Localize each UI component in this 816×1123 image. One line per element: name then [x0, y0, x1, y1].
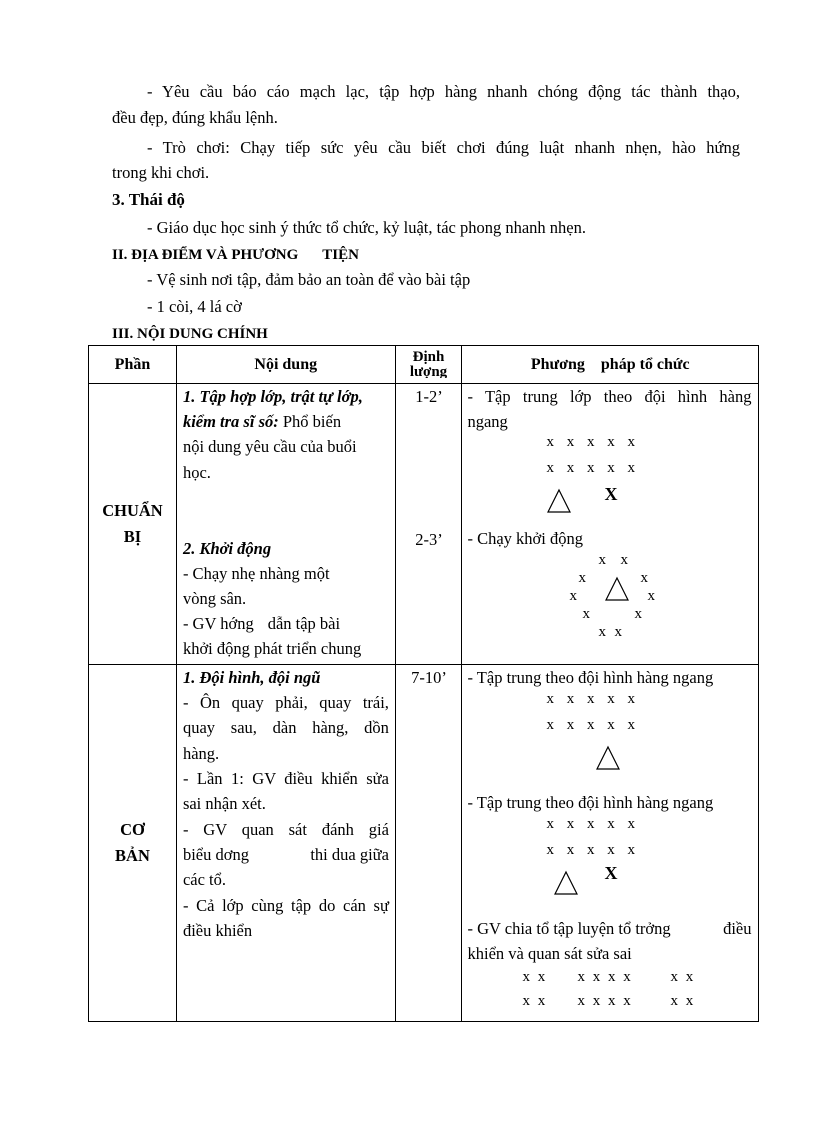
pp3-leader-x: X — [604, 863, 618, 883]
nd3-title: 1. Đội hình, đội ngũ — [182, 668, 321, 687]
nd1-line3: nội dung yêu cầu của buổi — [182, 437, 357, 456]
nd2-line2: vòng sân. — [182, 589, 247, 608]
group-3-row2: x x — [670, 993, 694, 1009]
nd2-line1: - Chạy nhẹ nhàng một — [182, 564, 330, 583]
nd3-line2: quay sau, dàn hàng, dồn — [182, 718, 389, 737]
header-dinh-luong: Định lượng — [395, 346, 462, 384]
circle-mark: x — [578, 570, 586, 586]
pp1-formation-row2: x x x x x — [546, 460, 635, 476]
phuong-phap-chuan-bi — [462, 384, 759, 665]
pp1-line2: ngang — [467, 412, 508, 431]
nd3-line9: - Cả lớp cùng tập do cán sự — [182, 896, 389, 915]
teacher-triangle-icon — [546, 488, 572, 514]
group-1-row2: x x — [522, 993, 546, 1009]
intro-line-2: đều đẹp, đúng khẩu lệnh. — [112, 108, 278, 127]
circle-mark: x — [614, 624, 622, 640]
nd3-line10: điều khiển — [182, 921, 253, 940]
pp1-line1: - Tập trung lớp theo đội hình hàng — [467, 387, 752, 406]
lesson-table — [88, 345, 759, 1022]
nd1-title-line1: 1. Tập hợp lớp, trật tự lớp, — [182, 387, 363, 406]
circle-mark: x — [598, 624, 606, 640]
nd2-line3: - GV hớng dẫn tập bài — [182, 614, 341, 633]
pp3-formation-row3: x x x x x — [546, 816, 635, 832]
pp3-line3: - GV chia tổ tập luyện tổ trởng điều — [467, 919, 752, 938]
header-noi-dung: Nội dung — [176, 346, 395, 384]
intro-line-3: - Trò chơi: Chạy tiếp sức yêu cầu biết chơi đúng luật nhanh nhẹn, hào hứng — [147, 138, 740, 157]
group-1-row1: x x — [522, 969, 546, 985]
intro-line-6: - Vệ sinh nơi tập, đảm bảo an toàn để vào bài tập — [147, 270, 471, 289]
circle-mark: x — [569, 588, 577, 604]
header-phuong-phap: Phương pháp tổ chức — [462, 346, 759, 384]
noi-dung-co-ban — [176, 665, 395, 1022]
phuong-phap-co-ban — [462, 665, 759, 1022]
header-phan: Phần — [89, 346, 177, 384]
heading-thai-do: 3. Thái độ — [112, 190, 185, 209]
intro-line-1: - Yêu cầu báo cáo mạch lạc, tập hợp hàng nhanh chóng động tác thành thạo, — [147, 82, 740, 101]
teacher-triangle-icon — [595, 745, 621, 771]
nd2-line4: khởi động phát triển chung — [182, 639, 362, 658]
pp3-line1: - Tập trung theo đội hình hàng ngang — [467, 668, 714, 687]
nd1-line4: học. — [182, 463, 211, 482]
pp1-formation-row1: x x x x x — [546, 434, 635, 450]
intro-line-4: trong khi chơi. — [112, 163, 210, 182]
circle-mark: x — [598, 552, 606, 568]
pp2-line1: - Chạy khởi động — [467, 529, 583, 548]
heading-dia-diem: II. ĐỊA ĐIỂM VÀ PHƯƠNG TIỆN — [112, 247, 359, 263]
nd3-line6: - GV quan sát đánh giá — [182, 820, 389, 839]
circle-mark: x — [634, 606, 642, 622]
pp1-leader-x: X — [604, 484, 618, 504]
circle-mark: x — [582, 606, 590, 622]
nd3-line5: sai nhận xét. — [182, 794, 266, 813]
group-2-row1: x x x x — [577, 969, 631, 985]
phan-co-ban: CƠ BẢN — [89, 665, 177, 1022]
phan-chuan-bi: CHUẨN BỊ — [89, 384, 177, 665]
nd1-title-line2: kiểm tra sĩ số: Phổ biến — [182, 412, 342, 431]
circle-mark: x — [620, 552, 628, 568]
group-3-row1: x x — [670, 969, 694, 985]
table-row-co-ban — [89, 665, 759, 1022]
group-2-row2: x x x x — [577, 993, 631, 1009]
teacher-triangle-icon — [604, 576, 630, 602]
pp3-formation-row1: x x x x x — [546, 691, 635, 707]
circle-mark: x — [640, 570, 648, 586]
dl3: 7-10’ — [411, 668, 447, 687]
teacher-triangle-icon — [553, 870, 579, 896]
nd3-line3: hàng. — [182, 744, 220, 763]
nd2-title: 2. Khởi động — [182, 539, 272, 558]
pp3-line4: khiển và quan sát sửa sai — [467, 944, 632, 963]
dl2: 2-3’ — [415, 530, 443, 549]
noi-dung-chuan-bi — [176, 384, 395, 665]
circle-mark: x — [647, 588, 655, 604]
pp3-line2: - Tập trung theo đội hình hàng ngang — [467, 793, 714, 812]
intro-line-5: - Giáo dục học sinh ý thức tổ chức, kỷ luật, tác phong nhanh nhẹn. — [147, 218, 586, 237]
dinh-luong-co-ban — [395, 665, 462, 1022]
nd3-line8: các tổ. — [182, 870, 226, 889]
table-row-chuan-bi — [89, 384, 759, 665]
pp3-formation-row4: x x x x x — [546, 842, 635, 858]
dl1: 1-2’ — [415, 387, 443, 406]
nd3-line4: - Lần 1: GV điều khiển sửa — [182, 769, 389, 788]
nd3-line1: - Ôn quay phải, quay trái, — [182, 693, 389, 712]
dinh-luong-chuan-bi — [395, 384, 462, 665]
table-header-row — [89, 346, 759, 384]
nd3-line7: biểu dơng thi dua giữa — [182, 845, 389, 864]
heading-noi-dung: III. NỘI DUNG CHÍNH — [112, 326, 268, 342]
intro-line-7: - 1 còi, 4 lá cờ — [147, 297, 242, 316]
pp3-formation-row2: x x x x x — [546, 717, 635, 733]
